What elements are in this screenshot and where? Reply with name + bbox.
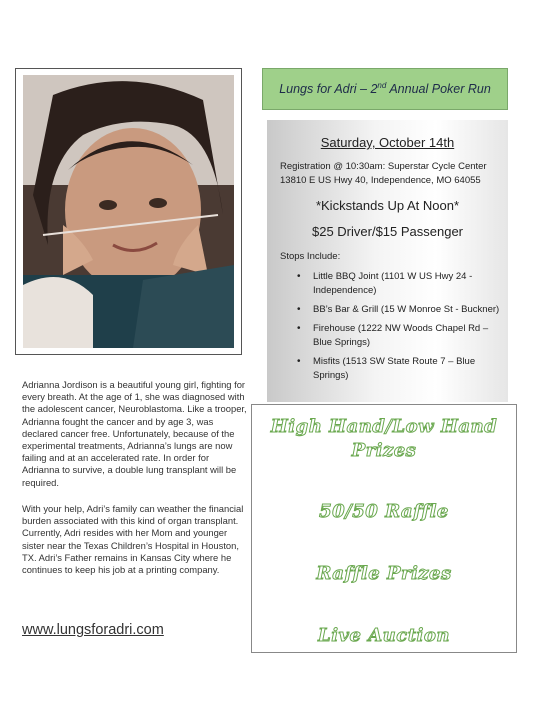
prize-high-low-hand: High Hand/Low Hand Prizes <box>270 416 498 461</box>
ticket-price: $25 Driver/$15 Passenger <box>311 224 464 239</box>
stop-item: • Misfits (1513 SW State Route 7 – Blue Springs) <box>295 355 505 383</box>
prizes-box <box>251 404 517 653</box>
photo-illustration <box>23 75 234 348</box>
event-details-box <box>267 120 508 402</box>
website-link[interactable]: www.lungsforadri.com <box>22 622 164 638</box>
prize-raffle-prizes: Raffle Prizes <box>316 563 452 584</box>
adri-photo <box>23 75 234 348</box>
story-paragraph-1: Adrianna Jordison is a beautiful young girl, fighting for every breath. At the age of 1, she was diagnosed with the adolescent cancer, Neuroblastoma. Like a trooper, Adrianna fought the cancer and by age 3, was declared cancer free. Unfortunately, because of the experimental treatments, Adrianna’s lungs are now failing and at an accelerated rate. In order for Adrianna to survive, a double lung transplant will be required. <box>22 379 247 488</box>
stop-item: • BB’s Bar & Grill (15 W Monroe St - Buckner) <box>295 303 505 317</box>
stop-item: • Firehouse (1222 NW Woods Chapel Rd – Blue Springs) <box>295 322 505 350</box>
stops-label: Stops Include: <box>280 251 341 262</box>
registration-info: Registration @ 10:30am: Superstar Cycle Center 13810 E US Hwy 40, Independence, MO 64055 <box>280 161 487 186</box>
event-date: Saturday, October 14th <box>320 135 455 150</box>
stop-item: • Little BBQ Joint (1101 W US Hwy 24 - Independence) <box>295 270 505 298</box>
kickstands-time: *Kickstands Up At Noon* <box>315 198 460 213</box>
prize-5050-raffle: 50/50 Raffle <box>319 501 449 522</box>
event-title: Lungs for Adri – 2nd Annual Poker Run <box>279 81 491 97</box>
photo-frame <box>15 68 242 355</box>
event-title-banner <box>262 68 508 110</box>
story-paragraph-2: With your help, Adri’s family can weather the financial burden associated with this kind of organ transplant. Currently, Adri resides with her Mom and younger sister near the Texas Children’s Hospital in Houston, TX. Adri’s Father remains in Kansas City where he continues to keep his job at a printing company. <box>22 503 244 576</box>
prize-live-auction: Live Auction <box>318 625 450 646</box>
stops-list <box>295 270 505 388</box>
